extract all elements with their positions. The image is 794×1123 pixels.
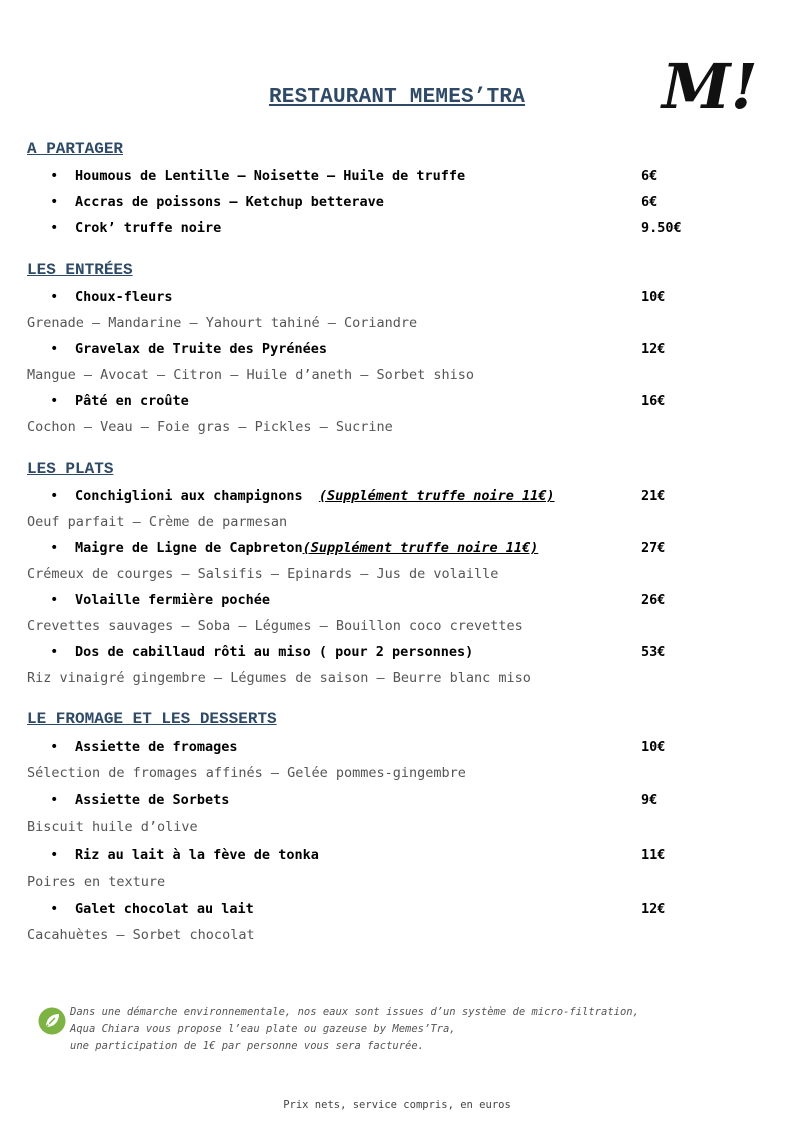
- menu-item: [0, 289, 794, 309]
- eco-note-line: Dans une démarche environnementale, nos eaux sont issues d’un système de micro-filtration,: [70, 1006, 639, 1018]
- dish-name-text: Conchiglioni aux champignons: [75, 488, 303, 504]
- section-title-plats: LES PLATS: [27, 460, 114, 478]
- dish-name: Assiette de fromages: [75, 739, 238, 755]
- menu-item: [0, 220, 794, 240]
- dish-name: Houmous de Lentille – Noisette – Huile de truffe: [75, 168, 466, 184]
- restaurant-title: RESTAURANT MEMES’TRA: [268, 86, 526, 109]
- eco-note: [70, 1004, 639, 1055]
- dish-description: Grenade – Mandarine – Yahourt tahiné – Coriandre: [27, 315, 418, 331]
- dish-description: Poires en texture: [27, 874, 166, 890]
- dish-description: Mangue – Avocat – Citron – Huile d’aneth – Sorbet shiso: [27, 367, 475, 383]
- bullet-icon: •: [50, 792, 59, 808]
- bullet-icon: •: [50, 847, 59, 863]
- footer-note: Prix nets, service compris, en euros: [283, 1099, 511, 1111]
- bullet-icon: •: [50, 341, 59, 357]
- menu-item: [0, 168, 794, 188]
- bullet-icon: •: [50, 168, 59, 184]
- dish-description: Oeuf parfait – Crème de parmesan: [27, 514, 288, 530]
- dish-description: Biscuit huile d’olive: [27, 819, 198, 835]
- dish-price: 6€: [641, 168, 658, 184]
- bullet-icon: •: [50, 592, 59, 608]
- dish-price: 12€: [641, 901, 666, 917]
- dish-name: Accras de poissons – Ketchup betterave: [75, 194, 384, 210]
- eco-note-line: une participation de 1€ par personne vous sera facturée.: [70, 1040, 425, 1052]
- dish-name: Assiette de Sorbets: [75, 792, 230, 808]
- dish-name-text: Maigre de Ligne de Capbreton: [75, 540, 303, 556]
- bullet-icon: •: [50, 739, 59, 755]
- bullet-icon: •: [50, 289, 59, 305]
- menu-item: [0, 901, 794, 921]
- dish-price: 9.50€: [641, 220, 682, 236]
- memestra-logo: [658, 40, 758, 130]
- bullet-icon: •: [50, 901, 59, 917]
- dish-description: Sélection de fromages affinés – Gelée pommes-gingembre: [27, 765, 466, 781]
- dish-supplement: (Supplément truffe noire 11€): [318, 488, 555, 504]
- dish-price: 53€: [641, 644, 666, 660]
- menu-item: [0, 540, 794, 560]
- bullet-icon: •: [50, 393, 59, 409]
- dish-name: Galet chocolat au lait: [75, 901, 254, 917]
- dish-description: Crevettes sauvages – Soba – Légumes – Bouillon coco crevettes: [27, 618, 523, 634]
- dish-name: Choux-fleurs: [75, 289, 173, 305]
- menu-item: [0, 847, 794, 867]
- section-title-desserts: LE FROMAGE ET LES DESSERTS: [27, 710, 277, 728]
- menu-item: [0, 592, 794, 612]
- dish-name: Gravelax de Truite des Pyrénées: [75, 341, 327, 357]
- leaf-icon: [38, 1007, 66, 1035]
- dish-name: Pâté en croûte: [75, 393, 189, 409]
- menu-item: [0, 341, 794, 361]
- dish-name: Volaille fermière pochée: [75, 592, 271, 608]
- section-title-partager: A PARTAGER: [27, 140, 124, 158]
- menu-item: [0, 644, 794, 664]
- bullet-icon: •: [50, 488, 59, 504]
- menu-item: [0, 393, 794, 413]
- bullet-icon: •: [50, 220, 59, 236]
- dish-name: Dos de cabillaud rôti au miso ( pour 2 personnes): [75, 644, 474, 660]
- dish-name: Crok’ truffe noire: [75, 220, 222, 236]
- bullet-icon: •: [50, 644, 59, 660]
- dish-price: 27€: [641, 540, 666, 556]
- menu-item: [0, 488, 794, 508]
- dish-price: 16€: [641, 393, 666, 409]
- dish-price: 12€: [641, 341, 666, 357]
- dish-price: 26€: [641, 592, 666, 608]
- eco-note-line: Aqua Chiara vous propose l’eau plate ou gazeuse by Memes’Tra,: [70, 1023, 456, 1035]
- dish-price: 10€: [641, 739, 666, 755]
- section-title-entrees: LES ENTRÉES: [27, 261, 133, 279]
- dish-price: 9€: [641, 792, 658, 808]
- dish-price: 21€: [641, 488, 666, 504]
- svg-text:M!: M!: [662, 50, 758, 123]
- dish-description: Riz vinaigré gingembre – Légumes de saison – Beurre blanc miso: [27, 670, 531, 686]
- dish-description: Cochon – Veau – Foie gras – Pickles – Sucrine: [27, 419, 393, 435]
- dish-price: 6€: [641, 194, 658, 210]
- bullet-icon: •: [50, 194, 59, 210]
- dish-name: Riz au lait à la fève de tonka: [75, 847, 319, 863]
- dish-price: 11€: [641, 847, 666, 863]
- menu-item: [0, 792, 794, 812]
- dish-description: Cacahuètes – Sorbet chocolat: [27, 927, 255, 943]
- bullet-icon: •: [50, 540, 59, 556]
- dish-name: [75, 488, 555, 504]
- dish-name: [75, 540, 538, 556]
- dish-price: 10€: [641, 289, 666, 305]
- menu-item: [0, 739, 794, 759]
- dish-description: Crémeux de courges – Salsifis – Epinards – Jus de volaille: [27, 566, 499, 582]
- dish-supplement: (Supplément truffe noire 11€): [302, 540, 539, 556]
- menu-item: [0, 194, 794, 214]
